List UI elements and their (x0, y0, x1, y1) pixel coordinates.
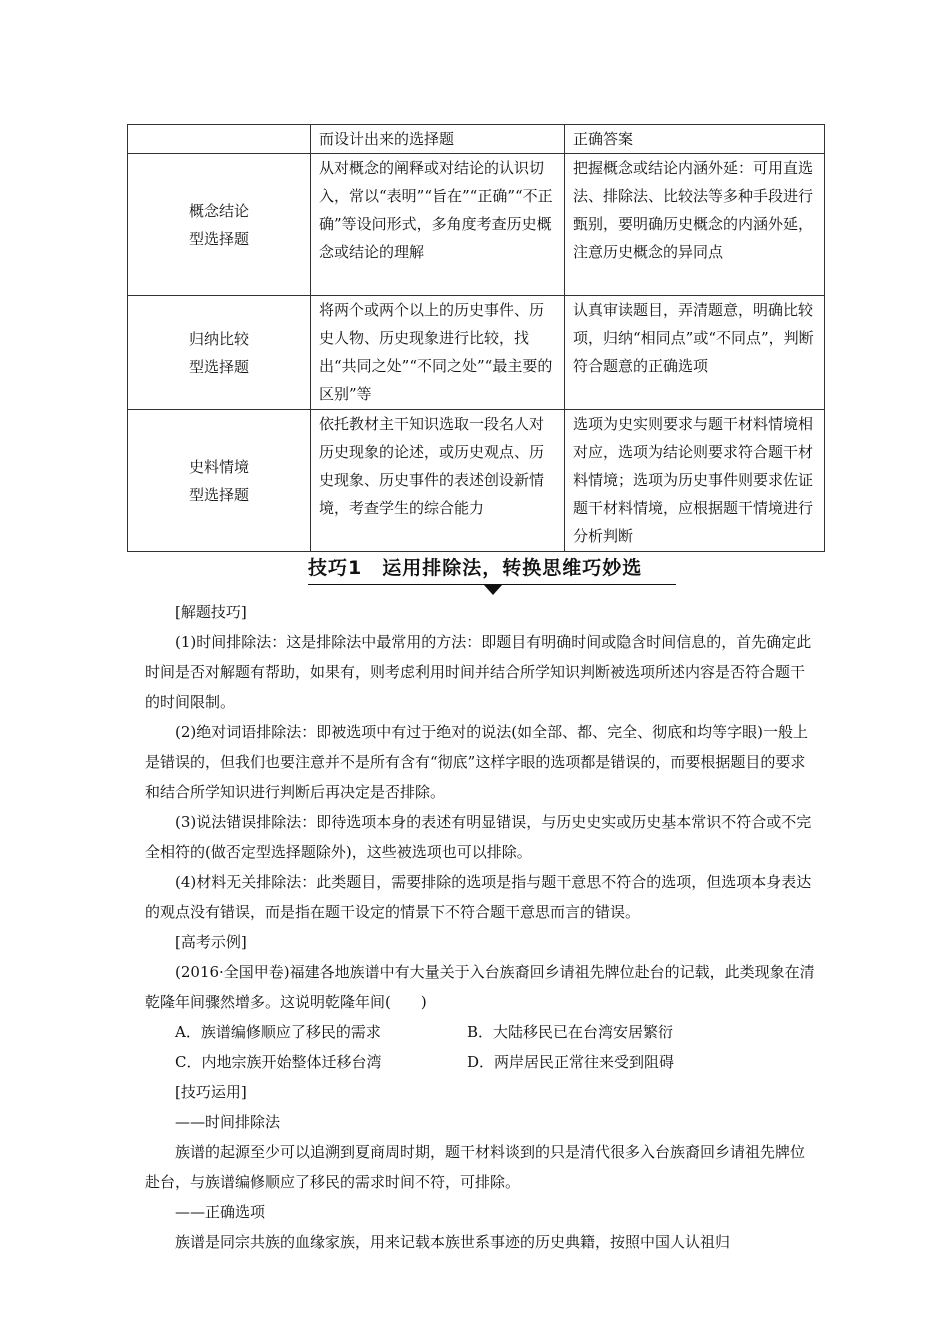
table-cell (128, 125, 311, 154)
method-label: ——正确选项 (175, 1203, 266, 1221)
triangle-down-icon (484, 585, 502, 595)
paragraph: (2)绝对词语排除法：即被选项中有过于绝对的说法(如全部、都、完全、彻底和均等字眼)一般上是错误的，但我们也要注意并不是所有含有“彻底”这样字眼的选项都是错误的，而要根据题目的要求和结合所学知识进行判断后再决定是否排除。 (145, 723, 808, 801)
paragraph: 族谱的起源至少可以追溯到夏商周时期，题干材料谈到的只是清代很多入台族裔回乡请祖先牌位赴台，与族谱编修顺应了移民的需求时间不符，可排除。 (145, 1143, 806, 1191)
option-b: B．大陆移民已在台湾安居繁衍 (467, 1023, 674, 1041)
section-label: [解题技巧] (175, 603, 247, 621)
table-row (128, 125, 825, 154)
comparison-table (127, 124, 825, 552)
table-cell: 认真审读题目，弄清题意，明确比较项，归纳“相同点”或“不同点”，判断符合题意的正确选项 (565, 296, 825, 410)
paragraph: 族谱是同宗共族的血缘家族，用来记载本族世系事迹的历史典籍，按照中国人认祖归 (175, 1233, 731, 1251)
question-type-cell (128, 296, 311, 410)
options-row (145, 1047, 815, 1077)
table-cell: 选项为史实则要求与题干材料情境相对应，选项为结论则要求符合题干材料情境；选项为历史事件则要求佐证题干材料情境，应根据题干情境进行分析判断 (565, 410, 825, 552)
table-cell: 依托教材主干知识选取一段名人对历史现象的论述，或历史观点、历史现象、历史事件的表述创设新情境，考查学生的综合能力 (311, 410, 565, 552)
method-label: ——时间排除法 (175, 1113, 281, 1131)
table-cell: 正确答案 (565, 125, 825, 154)
question-type-cell (128, 154, 311, 296)
question-type-label: 归纳比较 型选择题 (188, 329, 249, 376)
table-cell: 而设计出来的选择题 (311, 125, 565, 154)
table-cell: 把握概念或结论内涵外延：可用直选法、排除法、比较法等多种手段进行甄别，要明确历史概念的内涵外延，注意历史概念的异同点 (565, 154, 825, 296)
option-d: D．两岸居民正常往来受到阻碍 (467, 1053, 675, 1071)
table-row (128, 410, 825, 552)
question-stem: (2016·全国甲卷)福建各地族谱中有大量关于入台族裔回乡请祖先牌位赴台的记载，此类现象在清乾隆年间骤然增多。这说明乾隆年间( ) (145, 963, 815, 1011)
option-a: A．族谱编修顺应了移民的需求 (175, 1023, 381, 1041)
table-row (128, 154, 825, 296)
section-label: [技巧运用] (175, 1083, 247, 1101)
paragraph: (1)时间排除法：这是排除法中最常用的方法：即题目有明确时间或隐含时间信息的，首先确定此时间是否对解题有帮助，如果有，则考虑利用时间并结合所学知识判断被选项所述内容是否符合题干的时间限制。 (145, 633, 812, 711)
table-row (128, 296, 825, 410)
main-content (145, 597, 815, 1257)
table-cell: 从对概念的阐释或对结论的认识切入，常以“表明”“旨在”“正确”“不正确”等设问形式，多角度考查历史概念或结论的理解 (311, 154, 565, 296)
option-c: C．内地宗族开始整体迁移台湾 (175, 1053, 382, 1071)
section-label: [高考示例] (175, 933, 247, 951)
table-cell: 将两个或两个以上的历史事件、历史人物、历史现象进行比较，找出“共同之处”“不同之处”“最主要的区别”等 (311, 296, 565, 410)
question-type-cell (128, 410, 311, 552)
paragraph: (3)说法错误排除法：即待选项本身的表述有明显错误，与历史史实或历史基本常识不符合或不完全相符的(做否定型选择题除外)，这些被选项也可以排除。 (145, 813, 812, 861)
options-row (145, 1017, 815, 1047)
question-type-label: 概念结论 型选择题 (188, 201, 249, 248)
paragraph: (4)材料无关排除法：此类题目，需要排除的选项是指与题干意思不符合的选项，但选项本身表达的观点没有错误，而是指在题干设定的情景下不符合题干意思而言的错误。 (145, 873, 812, 921)
question-type-label: 史料情境 型选择题 (188, 457, 249, 504)
section-heading: 技巧1 运用排除法，转换思维巧妙选 (308, 557, 643, 579)
